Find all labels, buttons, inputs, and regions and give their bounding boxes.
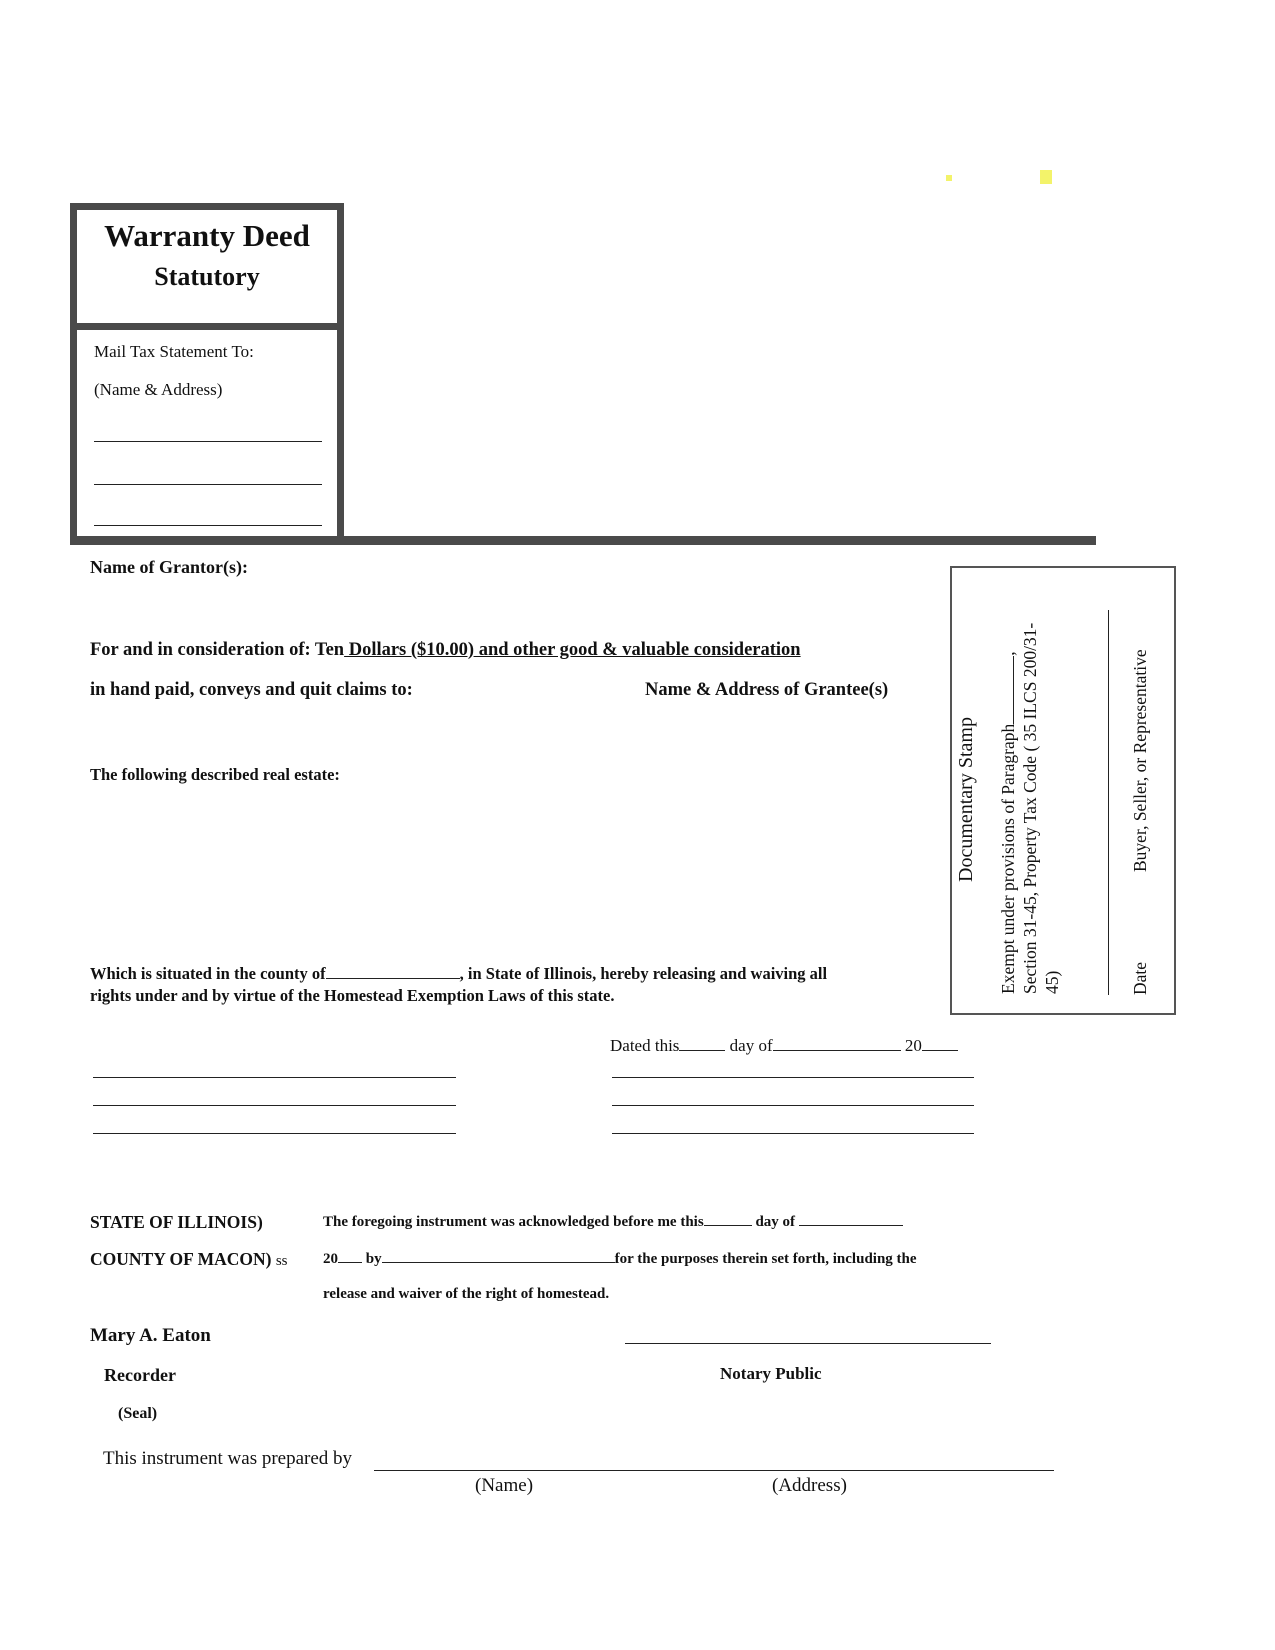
dated-year: 20 — [904, 1036, 922, 1055]
acknowledgment-line-2 — [323, 1250, 917, 1268]
dated-prefix: Dated this — [610, 1036, 680, 1055]
ack-by: by — [365, 1251, 382, 1267]
recorder-name: Mary A. Eaton — [90, 1325, 211, 1346]
notary-public-label: Notary Public — [720, 1364, 822, 1383]
stamp-paragraph-blank[interactable] — [1001, 656, 1014, 724]
document-title: Warranty Deed — [104, 218, 310, 253]
stamp-section-line-3: 45) — [1042, 970, 1062, 994]
grantee-signature-line-2[interactable] — [612, 1105, 974, 1106]
ack-purposes: for the purposes therein set forth, including the — [614, 1251, 917, 1267]
mail-tax-line-1[interactable] — [94, 441, 322, 442]
dated-month-blank[interactable] — [773, 1036, 901, 1051]
ack-day-of: day of — [755, 1214, 796, 1230]
grantor-signature-line-2[interactable] — [93, 1105, 456, 1106]
stamp-exempt-text: Exempt under provisions of Paragraph — [998, 723, 1018, 994]
notary-signature-line[interactable] — [625, 1343, 991, 1344]
highlight-mark — [946, 175, 952, 181]
stamp-date-label: Date — [1130, 961, 1150, 995]
recorder-title: Recorder — [104, 1365, 176, 1385]
ack-by-blank[interactable] — [382, 1250, 615, 1263]
acknowledgment-line-3: release and waiver of the right of homestead. — [323, 1286, 610, 1302]
grantor-signature-line-1[interactable] — [93, 1077, 456, 1078]
grantor-signature-line-3[interactable] — [93, 1133, 456, 1134]
ack-month-blank[interactable] — [799, 1213, 903, 1226]
ack-day-blank[interactable] — [704, 1213, 752, 1226]
seal-label: (Seal) — [118, 1405, 158, 1422]
conveys-line: in hand paid, conveys and quit claims to: — [90, 680, 413, 700]
county-suffix: , in State of Illinois, hereby releasing and waiving all — [459, 964, 828, 983]
grantee-label: Name & Address of Grantee(s) — [645, 680, 889, 700]
document-subtitle: Statutory — [154, 262, 260, 291]
stamp-buyer-label: Buyer, Seller, or Representative — [1130, 649, 1150, 872]
consideration-amount: Dollars ($10.00) and other good & valuable consideration — [344, 640, 801, 660]
county-clause-line-2: rights under and by virtue of the Homestead Exemption Laws of this state. — [90, 986, 615, 1005]
grantee-signature-line-3[interactable] — [612, 1133, 974, 1134]
mail-tax-line-3[interactable] — [94, 525, 322, 526]
consideration-line — [90, 640, 801, 661]
stamp-signature-line[interactable] — [1108, 610, 1109, 995]
stamp-exempt-line — [998, 651, 1019, 994]
ack-prefix: The foregoing instrument was acknowledged before me this — [323, 1214, 704, 1230]
mail-tax-label: Mail Tax Statement To: — [94, 342, 254, 361]
dated-year-blank[interactable] — [922, 1036, 958, 1051]
stamp-comma: , — [998, 651, 1018, 656]
prepared-by-label: This instrument was prepared by — [103, 1448, 353, 1469]
consideration-prefix: For and in consideration of: Ten — [90, 640, 345, 660]
mail-tax-line-2[interactable] — [94, 484, 322, 485]
prepared-address-caption: (Address) — [772, 1475, 847, 1496]
title-divider — [70, 323, 344, 330]
grantee-signature-line-1[interactable] — [612, 1077, 974, 1078]
grantor-label: Name of Grantor(s): — [90, 557, 248, 577]
county-name: COUNTY OF MACON) — [90, 1249, 272, 1269]
stamp-section-line: Section 31-45, Property Tax Code ( 35 ILCS 200/31- — [1020, 622, 1040, 994]
header-bar — [70, 536, 1096, 545]
acknowledgment-line-1 — [323, 1213, 903, 1231]
county-blank[interactable] — [326, 964, 460, 979]
prepared-by-line[interactable] — [374, 1470, 1054, 1471]
county-prefix: Which is situated in the county of — [90, 964, 326, 983]
ss-label: ss — [275, 1253, 288, 1269]
county-label — [90, 1249, 288, 1270]
state-label: STATE OF ILLINOIS) — [90, 1212, 263, 1232]
county-clause-line-1 — [90, 964, 827, 984]
real-estate-label: The following described real estate: — [90, 765, 340, 784]
highlight-mark — [1040, 170, 1052, 184]
dated-line — [610, 1036, 958, 1056]
stamp-title: Documentary Stamp — [955, 717, 977, 882]
dated-day-of: day of — [729, 1036, 773, 1055]
prepared-name-caption: (Name) — [475, 1475, 534, 1496]
ack-year-prefix: 20 — [323, 1251, 338, 1267]
mail-tax-name-address: (Name & Address) — [94, 380, 223, 399]
title-box — [70, 203, 344, 543]
dated-day-blank[interactable] — [679, 1036, 725, 1051]
ack-year-blank[interactable] — [338, 1250, 362, 1263]
